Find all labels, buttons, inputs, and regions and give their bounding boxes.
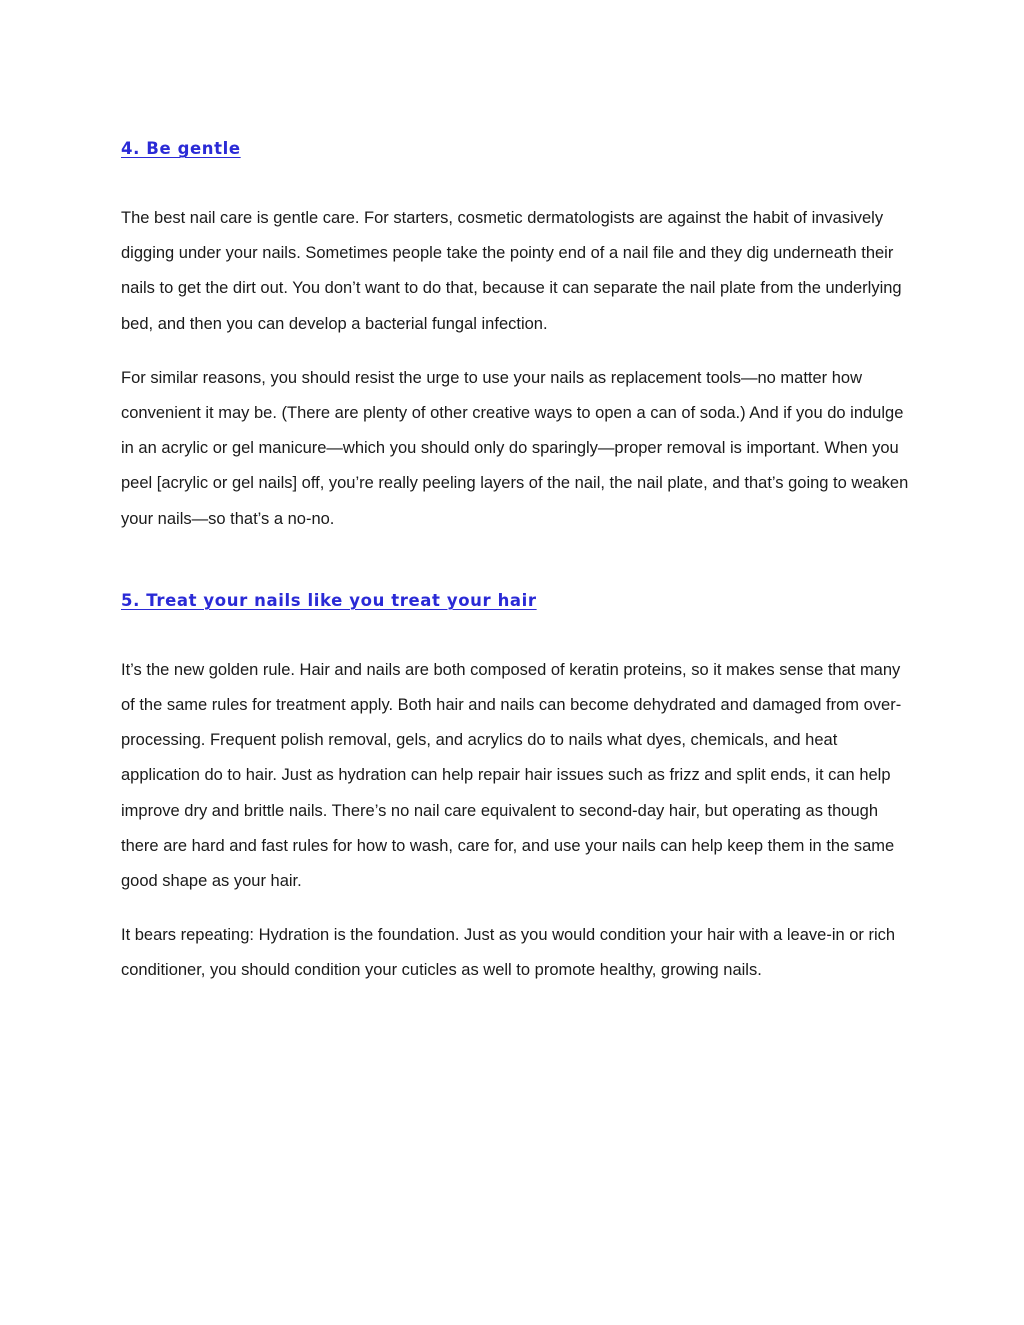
paragraph: It bears repeating: Hydration is the foundation. Just as you would condition your hair with a leave-in or rich conditioner, you should condition your cuticles as well to promote healthy, growing nails.	[121, 926, 896, 980]
paragraph: The best nail care is gentle care. For starters, cosmetic dermatologists are against the habit of invasively digging under your nails. Sometimes people take the pointy end of a nail file and they dig underneath their nails to get the dirt out. You don’t want to do that, because it can separate the nail plate from the underlying bed, and then you can develop a bacterial fungal infection.	[121, 209, 902, 333]
paragraph: For similar reasons, you should resist the urge to use your nails as replacement tools—no matter how convenient it may be. (There are plenty of other creative ways to open a can of soda.) And if you do indulge in an acrylic or gel manicure—which you should only do sparingly—proper removal is important. When you peel [acrylic or gel nails] off, you’re really peeling layers of the nail, the nail plate, and that’s going to weaken your nails—so that’s a no-no.	[121, 368, 909, 528]
section-heading-wrapper	[121, 585, 911, 617]
paragraph: It’s the new golden rule. Hair and nails are both composed of keratin proteins, so it makes sense that many of the same rules for treatment apply. Both hair and nails can become dehydrated and damaged from over-processing. Frequent polish removal, gels, and acrylics do to nails what dyes, chemicals, and heat application do to hair. Just as hydration can help repair hair issues such as frizz and split ends, it can help improve dry and brittle nails. There’s no nail care equivalent to second-day hair, but operating as though there are hard and fast rules for how to wash, care for, and use your nails can help keep them in the same good shape as your hair.	[121, 660, 902, 891]
section-heading-treat-nails-like-hair[interactable]: 5. Treat your nails like you treat your hair	[121, 590, 537, 610]
document-content	[121, 133, 911, 989]
section-heading-be-gentle[interactable]: 4. Be gentle	[121, 139, 241, 158]
section-heading-wrapper	[121, 133, 911, 165]
